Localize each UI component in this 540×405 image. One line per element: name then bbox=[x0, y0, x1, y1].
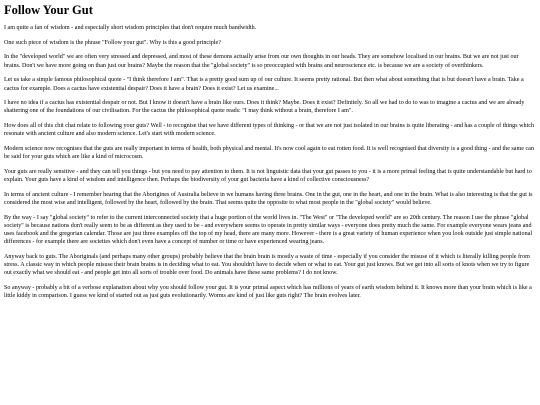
paragraph-11: Anyway back to guts. The Aboriginals (and perhaps many other groups) probably believe that the brain brain is mostly a waste of time - especially if you consider the misuse of it which is literally killing people from stress. A classic way in which people misuse their brain brains is in deciding what to eat. You shouldn't have to decide when or what to eat. Your gut just knows. But we get into all sorts of knots when we try to figure out exactly what we should eat - and people get into all sorts of trouble over food. Do animals have these same problems? I do not know. bbox=[4, 254, 530, 277]
paragraph-3: In the "developed world" we are often very stressed and depressed, and most of these demons actually arise from our own thoughts in our heads. They are somehow localised in our brains. But we are not just our brains. Don't we have more going on than just our brains? Maybe the reason that the "global society" is so preoccupied with brains and neuroscience etc. is because we are a society of overthinkers. bbox=[4, 54, 519, 69]
paragraph-4: Let us take a simple famous philosophical quote - "I think therefore I am". That is a pretty good sum up of our culture. It seems pretty rational. But then what about something that is but doesn't have a brain. Take a cactus for example. Does a cactus have existential despair? Does it have a brain? Does it exist? Let us examine... bbox=[4, 77, 524, 92]
page-title: Follow Your Gut bbox=[4, 3, 93, 17]
paragraph-12: So anyway - probably a bit of a verbose explanation about why you should follow your gut. It is your primal aspect which has millions of years of earth wisdom behind it. It knows more than your brain which is like a little kiddy in comparison. I guess we kind of started out as just guts evolutionarily. Worms are kind of just like guts right? The brain evolves later. bbox=[4, 285, 532, 300]
paragraph-1: I am quite a fan of wisdom - and especially short wisdom principles that don't require much bandwidth. bbox=[4, 25, 257, 31]
paragraph-7: Modern science now recognises that the guts are really important in terms of health, both physical and mental. It's now cool again to eat rotten food. It is well recognised that diversity is a good thing - and the same can be said for your guts which are like a kind of microcosm. bbox=[4, 146, 534, 161]
paragraph-10: By the way - I say "global society" to refer to the current interconnected society that a huge portion of the world lives in. "The West" or "The developed world" are so 20th century. The reason I use the phrase "global society" is because nations don't really seem to be as different as they used to be - and everywhere seems to operate in pretty similar ways - everyone does pretty much the same. For example everyone wears jeans and uses facebook and the gregorian calendar. Those are just three examples off the top of my head, there are many more. However - there is a great variety of human experience when you look outside just simple national differences - for example there are societies which don't even have a concept of number or time or have experienced wearing jeans. bbox=[4, 214, 533, 246]
article-body bbox=[4, 24, 536, 301]
paragraph-5: I have no idea if a cactus has existential despair or not. But I know it doesn't have a brain like ours. Does it think? Maybe. Does it exist? Definitely. So all we had to do to was to imagine a cactus and we are already shattering one of the foundations of our civilisation. For the cactus the philosophical quote reads: "I may think without a brain, therefore I am". bbox=[4, 100, 525, 115]
paragraph-8: Your guts are really sensitive - and they can tell you things - but you need to pay attention to them. It is not linguistic data that your gut passes to you - it is a more primal feeling that is quite understandable but hard to explain. Your guts have a kind of wisdom and intelligence then. Perhaps the biodiversity of your gut bacteria have a kind of collective consciousness? bbox=[4, 168, 532, 184]
paragraph-6: How does all of this chit chat relate to following your guts? Well - to recognise that we have different types of thinking - or that we are not just isolated in our brains is quite liberating - and has a couple of things which resonate with ancient culture and also modern science. Let's start with modern science. bbox=[4, 123, 534, 138]
paragraph-9: In terms of ancient culture - I remember hearing that the Aborigines of Australia believe in we humans having three brains. One in the gut, one in the heart, and one in the brain. What is also interesting is that the gut is considered the most wise and intelligent, followed by the heart, followed by the brain. That seems quite the opposite to what most people in the "global society" would believe. bbox=[4, 191, 533, 207]
paragraph-2: One such piece of wisdom is the phrase "Follow your gut". Why is this a good principle? bbox=[4, 39, 221, 46]
